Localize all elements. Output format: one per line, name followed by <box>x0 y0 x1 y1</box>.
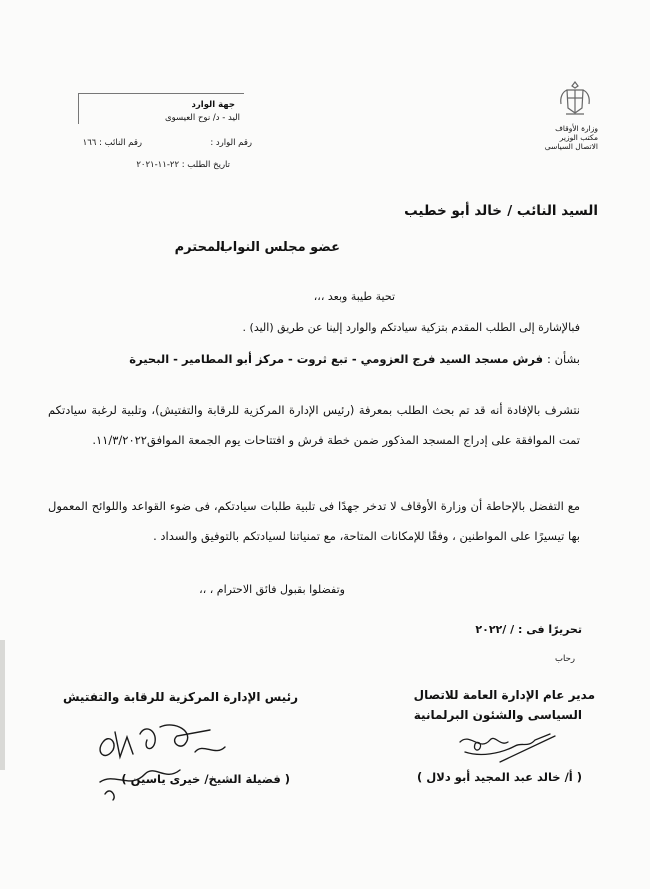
left-signatory-title: رئيس الإدارة المركزية للرقابة والتفتيش <box>62 690 298 704</box>
left-signatory-name: ( فضيلة الشيخ/ خيرى ياسين ) <box>121 772 290 786</box>
paragraph-approval: نتشرف بالإفادة أنه قد تم بحث الطلب بمعرفة (رئيس الإدارة المركزية للرقابة والتفتيش)، وتلبية لرغبة سيادتكم تمت الموافقة على إدراج المسجد المذكور ضمن خطة فرش و افتتاحات يوم الجمعة الموافق١١/٣/٢٠٢٢. <box>48 403 580 447</box>
right-signatory-title-2: السياسى والشئون البرلمانية <box>413 708 582 722</box>
subject-text: فرش مسجد السيد فرج العزومي - تبع ثروت - مركز أبو المطامير - البحيرة <box>129 352 544 366</box>
typist-initials: رحاب <box>555 654 575 664</box>
recipient-position: عضو مجلس النواب <box>219 240 340 255</box>
political-liaison: الاتصال السياسى <box>544 142 598 151</box>
paragraph-notice: مع التفضل بالإحاطة أن وزارة الأوقاف لا تدخر جهدًا فى تلبية طلبات سيادتكم، فى ضوء القواعد واللوائح المعمول بها تيسيرًا على المواطنين ، وفقًا للإمكانات المتاحة، مع تمنياتنا لسيادتكم بالتوفيق والسداد . <box>48 499 580 543</box>
deputy-number: رقم النائب : ١٦٦ <box>82 138 142 148</box>
subject-line <box>129 352 580 366</box>
greeting: تحية طيبة وبعد ،،، <box>313 290 395 303</box>
date-line: تحريرًا فى : / /٢٠٢٢ <box>475 623 582 636</box>
right-signatory-title-1: مدير عام الإدارة العامة للاتصال <box>413 688 595 702</box>
reference-line: فبالإشارة إلى الطلب المقدم بتزكية سيادتكم والوارد إلينا عن طريق (اليد) . <box>242 321 580 334</box>
recipient-title: السيد النائب / <box>507 203 598 219</box>
incoming-number: رقم الوارد : <box>210 138 252 148</box>
request-date: تاريخ الطلب : ٢٢-١١-٢٠٢١ <box>136 160 230 170</box>
right-signatory-name: ( أ/ خالد عبد المجيد أبو دلال ) <box>417 770 582 784</box>
incoming-via: اليد - د/ نوح العيسوى <box>165 113 240 123</box>
incoming-title: جهة الوارد <box>191 100 235 110</box>
right-signature-icon <box>440 722 570 772</box>
subject-label: بشأن : <box>547 352 580 366</box>
recipient-name: خالد أبو خطيب <box>404 203 502 219</box>
recipient-honorific: المحترم <box>174 240 225 255</box>
scan-edge-artifact <box>0 640 5 770</box>
ministry-header <box>518 124 598 151</box>
closing: وتفضلوا بقبول فائق الاحترام ، ،، <box>199 583 345 596</box>
ministry-name: وزارة الأوقاف <box>555 124 598 133</box>
eagle-emblem-icon <box>558 78 592 118</box>
minister-office: مكتب الوزير <box>559 133 598 142</box>
left-signature-icon <box>85 712 235 802</box>
